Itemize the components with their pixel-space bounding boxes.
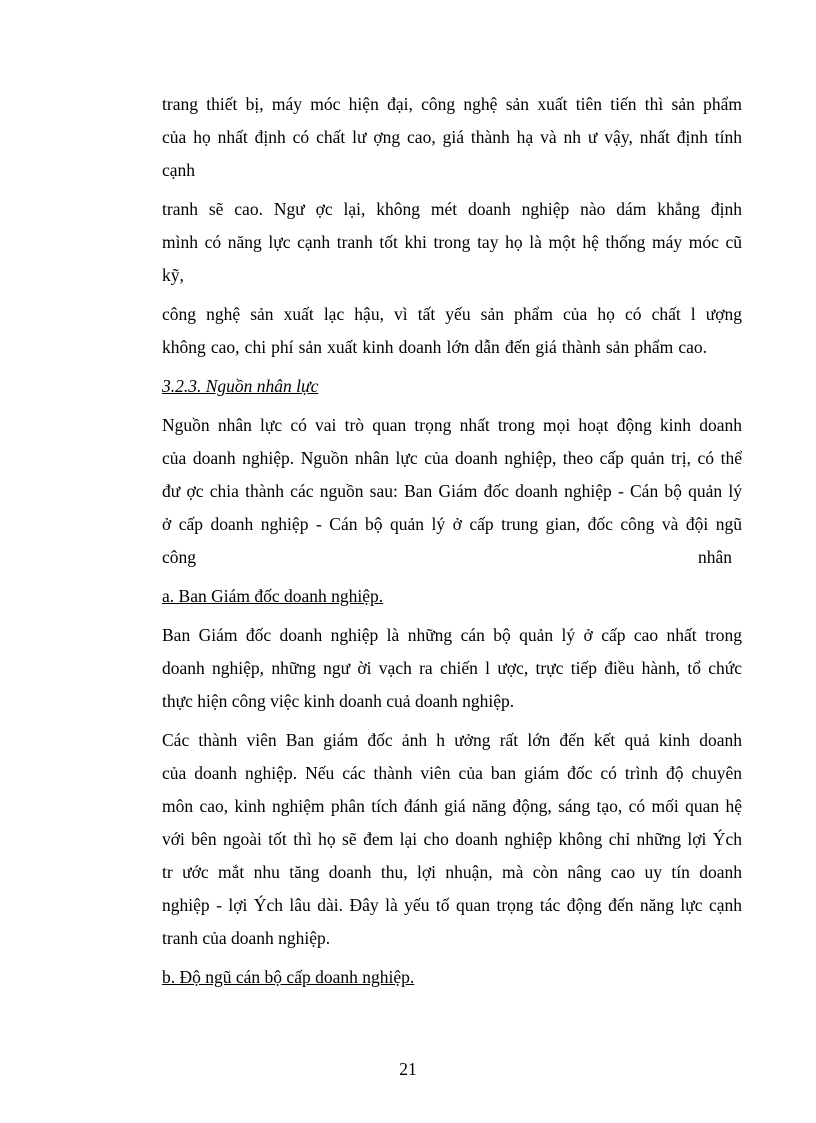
text-line: đư ợc chia thành các nguồn sau: Ban Giám đốc doanh nghiệp - Cán bộ quản lý	[162, 481, 742, 501]
text-line: Các thành viên Ban giám đốc ảnh h ưởng rất lớn đến kết quả kinh doanh	[162, 730, 742, 750]
page-number: 21	[399, 1059, 417, 1079]
text-line: công	[162, 547, 197, 567]
text-line: tr ước mắt nhu tăng doanh thu, lợi nhuận, mà còn nâng cao uy tín doanh	[162, 862, 742, 882]
text-line: với bên ngoài tốt thì họ sẽ đem lại cho doanh nghiệp không chỉ những lợi Ých	[162, 829, 742, 849]
text-line: thực hiện công việc kinh doanh cuả doanh nghiệp.	[162, 691, 515, 711]
text-line: Nguồn nhân lực có vai trò quan trọng nhất trong mọi hoạt động kinh doanh	[162, 415, 742, 435]
text-line: của doanh nghiệp. Nguồn nhân lực của doanh nghiệp, theo cấp quản trị, có thể	[162, 448, 742, 468]
text-line: trang thiết bị, máy móc hiện đại, công nghệ sản xuất tiên tiến thì sản phẩm	[162, 94, 742, 114]
text-line: tranh sẽ cao. Ngư ợc lại, không mét doanh nghiệp nào dám khẳng định	[162, 199, 742, 219]
text-line: công nghệ sản xuất lạc hậu, vì tất yếu sản phẩm của họ có chất l ượng	[162, 304, 742, 324]
text-line: cạnh	[162, 160, 196, 180]
section-heading-3-2-3: 3.2.3. Nguồn nhân lực	[162, 376, 319, 396]
subheading-b: b. Độ ngũ cán bộ cấp doanh nghiệp.	[162, 967, 415, 987]
text-line: tranh của doanh nghiệp.	[162, 928, 331, 948]
subheading-a: a. Ban Giám đốc doanh nghiệp.	[162, 586, 384, 606]
text-line: môn cao, kinh nghiệm phân tích đánh giá năng động, sáng tạo, có mối quan hệ	[162, 796, 742, 816]
text-line: của họ nhất định có chất lư ợng cao, giá thành hạ và nh ư vậy, nhất định tính	[162, 127, 742, 147]
text-line: của doanh nghiệp. Nếu các thành viên của ban giám đốc có trình độ chuyên	[162, 763, 742, 783]
text-line: không cao, chi phí sản xuất kinh doanh lớn dẫn đến giá thành sản phẩm cao.	[162, 337, 707, 357]
text-line: kỹ,	[162, 265, 184, 285]
text-line: nhân	[698, 547, 733, 567]
text-line: nghiệp - lợi Ých lâu dài. Đây là yếu tố quan trọng tác động đến năng lực cạnh	[162, 895, 742, 915]
text-line: doanh nghiệp, những ngư ời vạch ra chiến l ược, trực tiếp điều hành, tổ chức	[162, 658, 742, 678]
text-line: ở cấp doanh nghiệp - Cán bộ quản lý ở cấp trung gian, đốc công và đội ngũ	[162, 514, 742, 534]
text-line: mình có năng lực cạnh tranh tốt khi trong tay họ là một hệ thống máy móc cũ	[162, 232, 742, 252]
text-line: Ban Giám đốc doanh nghiệp là những cán bộ quản lý ở cấp cao nhất trong	[162, 625, 742, 645]
